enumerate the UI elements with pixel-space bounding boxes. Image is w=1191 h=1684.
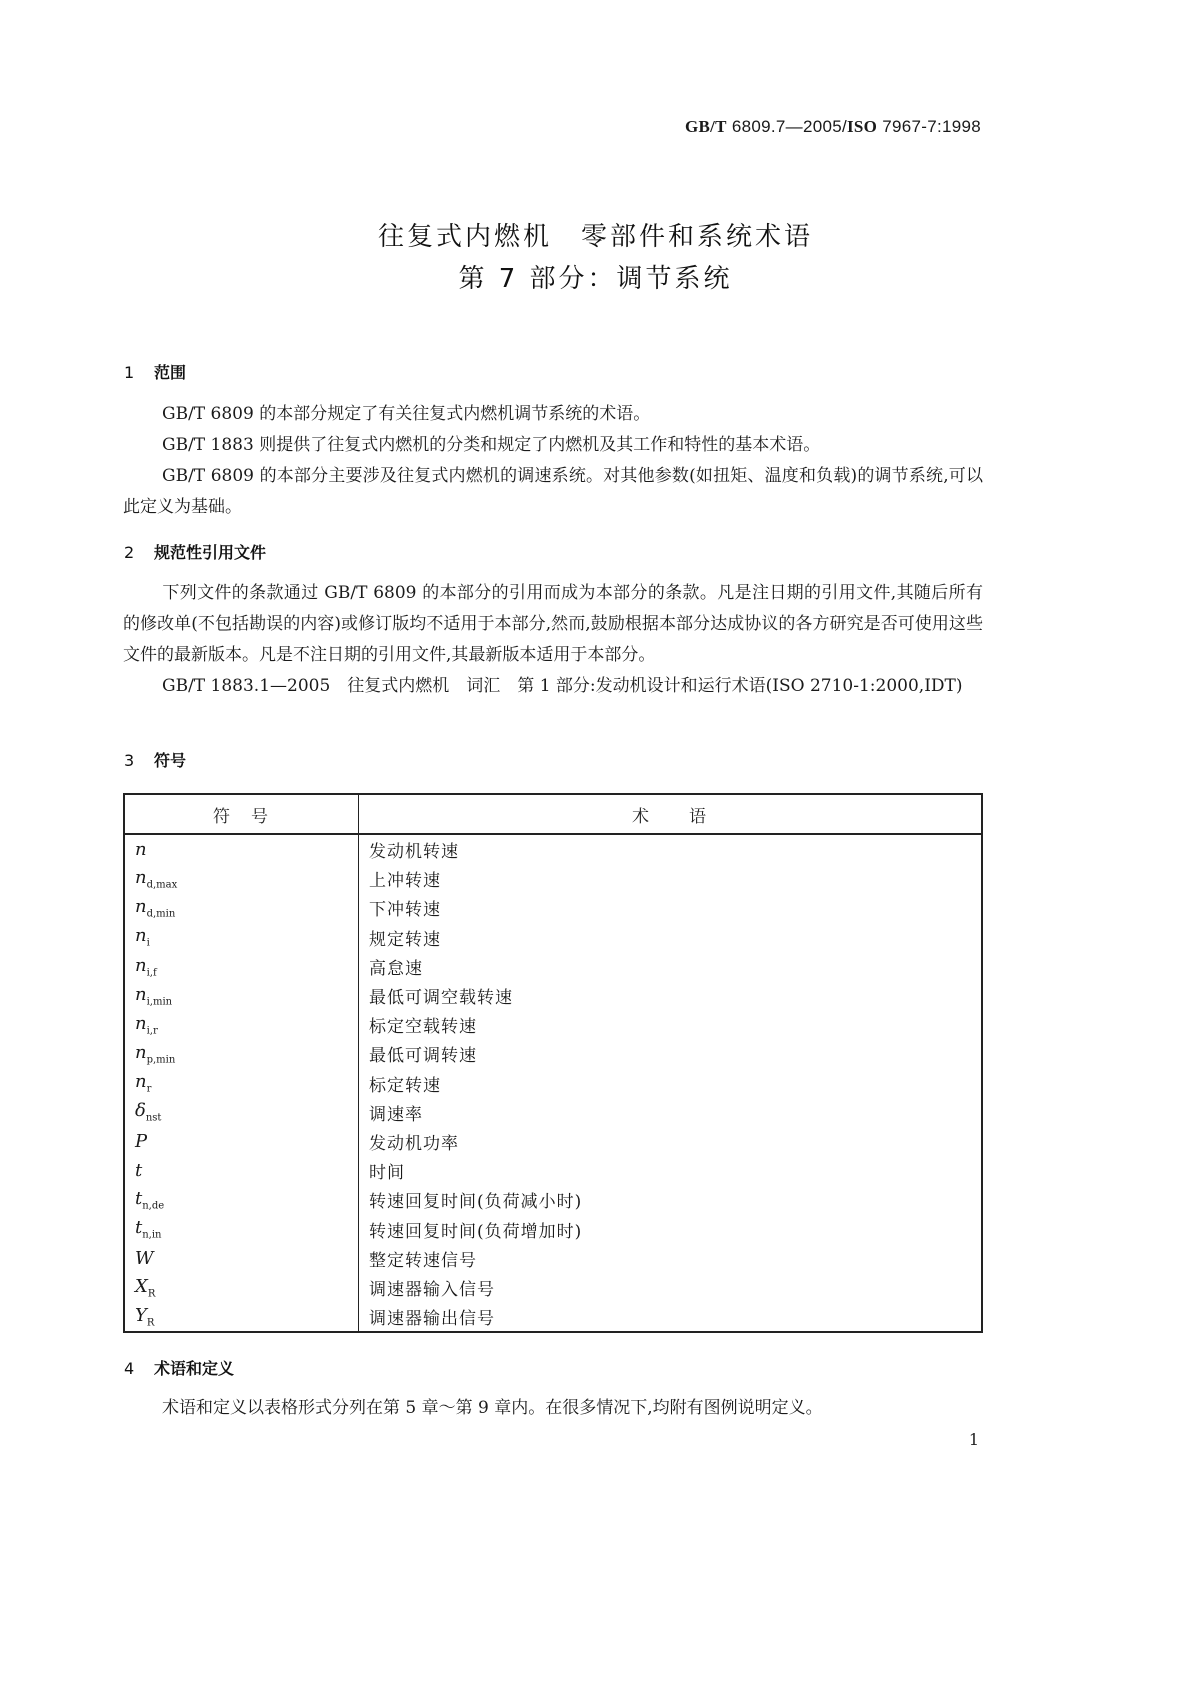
symbol-base: P: [135, 1130, 148, 1152]
section-number: 2: [124, 543, 135, 562]
header-term: 术 语: [359, 794, 983, 834]
paragraph-text: GB/T 6809 的本部分主要涉及往复式内燃机的调速系统。对其他参数(如扭矩、温度和负载)的调节系统,可以此定义为基础。: [123, 466, 983, 517]
term-cell: 发动机功率: [369, 1133, 459, 1154]
term-cell: 整定转速信号: [369, 1250, 477, 1271]
term-cell: 发动机转速: [369, 842, 459, 863]
symbol-base: t: [135, 1188, 143, 1210]
symbol-cell: [124, 1156, 359, 1185]
symbol-base: Y: [135, 1304, 147, 1326]
document-title-line1: 往复式内燃机 零部件和系统术语: [377, 222, 813, 252]
section-title: 规范性引用文件: [154, 543, 267, 562]
symbol-cell: [124, 1273, 359, 1302]
symbol-cell: [124, 1069, 359, 1098]
symbol-cell: [124, 923, 359, 952]
symbol-subscript: d,max: [146, 879, 178, 891]
term-cell: 最低可调转速: [369, 1046, 477, 1067]
table-row: [124, 834, 982, 864]
symbol-subscript: i,min: [146, 996, 173, 1008]
paragraph-text: GB/T 1883 则提供了往复式内燃机的分类和规定了内燃机及其工作和特性的基本术语。: [162, 435, 821, 455]
standard-prefix: GB/T: [684, 117, 727, 136]
table-row: [124, 893, 982, 922]
terms-paragraph-1: [123, 1393, 983, 1424]
symbol-base: n: [135, 954, 147, 976]
table-row: [124, 1185, 982, 1214]
table-row: [124, 923, 982, 952]
symbol-subscript: i,r: [146, 1025, 158, 1037]
term-cell: 标定转速: [369, 1075, 441, 1096]
section-title: 术语和定义: [154, 1359, 235, 1378]
page-number: 1: [968, 1430, 979, 1449]
section-number: 3: [124, 751, 135, 770]
section-number: 4: [124, 1359, 135, 1378]
symbol-base: n: [135, 925, 147, 947]
table-header-row: [124, 794, 982, 834]
symbol-cell: [124, 1039, 359, 1068]
symbol-cell: [124, 1244, 359, 1273]
table-row: [124, 1244, 982, 1273]
symbol-cell: [124, 1302, 359, 1332]
symbol-subscript: R: [147, 1288, 156, 1300]
symbol-base: δ: [135, 1100, 146, 1122]
scope-paragraph-3: [123, 461, 983, 523]
symbol-subscript: d,min: [146, 908, 176, 920]
table-row: [124, 952, 982, 981]
symbol-base: n: [135, 866, 147, 888]
symbol-subscript: p,min: [146, 1054, 176, 1066]
symbol-subscript: i,f: [146, 967, 157, 979]
symbol-base: n: [135, 896, 147, 918]
symbol-base: n: [135, 1071, 147, 1093]
standard-number: [685, 117, 981, 137]
section-heading-symbols: [124, 748, 186, 771]
term-cell: 转速回复时间(负荷减小时): [369, 1192, 583, 1213]
symbol-subscript: n,in: [142, 1229, 162, 1241]
symbol-cell: [124, 952, 359, 981]
symbol-cell: [124, 1010, 359, 1039]
paragraph-text: GB/T 6809 的本部分规定了有关往复式内燃机调节系统的术语。: [162, 404, 651, 424]
references-paragraph-2: [123, 671, 983, 702]
term-cell: 调速器输出信号: [369, 1309, 495, 1330]
scope-paragraph-2: [123, 430, 983, 461]
term-cell: 标定空载转速: [369, 1017, 477, 1038]
symbol-base: n: [135, 839, 147, 861]
table-row: [124, 1010, 982, 1039]
symbol-base: n: [135, 983, 147, 1005]
symbol-subscript: nst: [145, 1113, 162, 1125]
table-row: [124, 1302, 982, 1332]
symbol-cell: [124, 893, 359, 922]
symbol-cell: [124, 1098, 359, 1127]
symbol-cell: [124, 1214, 359, 1243]
standard-iso: ISO: [846, 117, 878, 136]
symbol-base: W: [135, 1247, 154, 1269]
symbol-base: n: [135, 1012, 147, 1034]
paragraph-text: 下列文件的条款通过 GB/T 6809 的本部分的引用而成为本部分的条款。凡是注日期的引用文件,其随后所有的修改单(不包括勘误的内容)或修订版均不适用于本部分,然而,鼓励根据本部分达成协议的各方研究是否可使用这些文件的最新版本。凡是不注日期的引用文件,其最新版本适用于本部分。: [123, 583, 983, 665]
term-cell: 调速率: [369, 1104, 423, 1125]
symbol-subscript: r: [146, 1083, 152, 1095]
document-title-line2: 第 7 部分：调节系统: [458, 264, 733, 294]
references-paragraph-1: [123, 578, 983, 671]
section-number: 1: [124, 363, 135, 382]
standard-main: 6809.7—2005/: [731, 117, 847, 136]
term-cell: 最低可调空载转速: [369, 988, 513, 1009]
table-row: [124, 864, 982, 893]
symbol-subscript: R: [146, 1317, 155, 1329]
term-cell: 调速器输入信号: [369, 1279, 495, 1300]
table-row: [124, 1039, 982, 1068]
table-row: [124, 1156, 982, 1185]
term-cell: 规定转速: [369, 929, 441, 950]
symbol-base: X: [135, 1275, 148, 1297]
paragraph-text: GB/T 1883.1—2005 往复式内燃机 词汇 第 1 部分:发动机设计和运行术语(ISO 2710-1:2000,IDT): [162, 676, 963, 696]
term-cell: 转速回复时间(负荷增加时): [369, 1221, 583, 1242]
standard-iso-main: 7967-7:1998: [882, 117, 981, 136]
symbol-base: t: [135, 1217, 143, 1239]
table-row: [124, 981, 982, 1010]
paragraph-text: 术语和定义以表格形式分列在第 5 章～第 9 章内。在很多情况下,均附有图例说明定义。: [162, 1398, 823, 1418]
header-symbol: 符 号: [124, 794, 359, 834]
term-cell: 下冲转速: [369, 900, 441, 921]
symbol-base: n: [135, 1042, 147, 1064]
table-row: [124, 1214, 982, 1243]
table-row: [124, 1273, 982, 1302]
section-title: 范围: [154, 363, 187, 382]
table-row: [124, 1069, 982, 1098]
table-row: [124, 1098, 982, 1127]
section-title: 符号: [154, 751, 187, 770]
scope-paragraph-1: [123, 399, 983, 430]
term-cell: 上冲转速: [369, 871, 441, 892]
symbol-cell: [124, 1185, 359, 1214]
symbol-cell: [124, 834, 359, 864]
table-row: [124, 1127, 982, 1156]
symbol-cell: [124, 1127, 359, 1156]
section-heading-terms-definitions: [124, 1356, 234, 1379]
symbol-base: t: [135, 1160, 143, 1182]
symbol-cell: [124, 864, 359, 893]
section-heading-scope: [124, 360, 186, 383]
section-heading-normative-references: [124, 540, 266, 563]
symbol-subscript: i: [146, 937, 150, 949]
symbol-cell: [124, 981, 359, 1010]
term-cell: 时间: [369, 1163, 405, 1184]
term-cell: 高怠速: [369, 958, 423, 979]
symbols-table: [123, 793, 983, 1333]
symbol-subscript: n,de: [142, 1200, 165, 1212]
